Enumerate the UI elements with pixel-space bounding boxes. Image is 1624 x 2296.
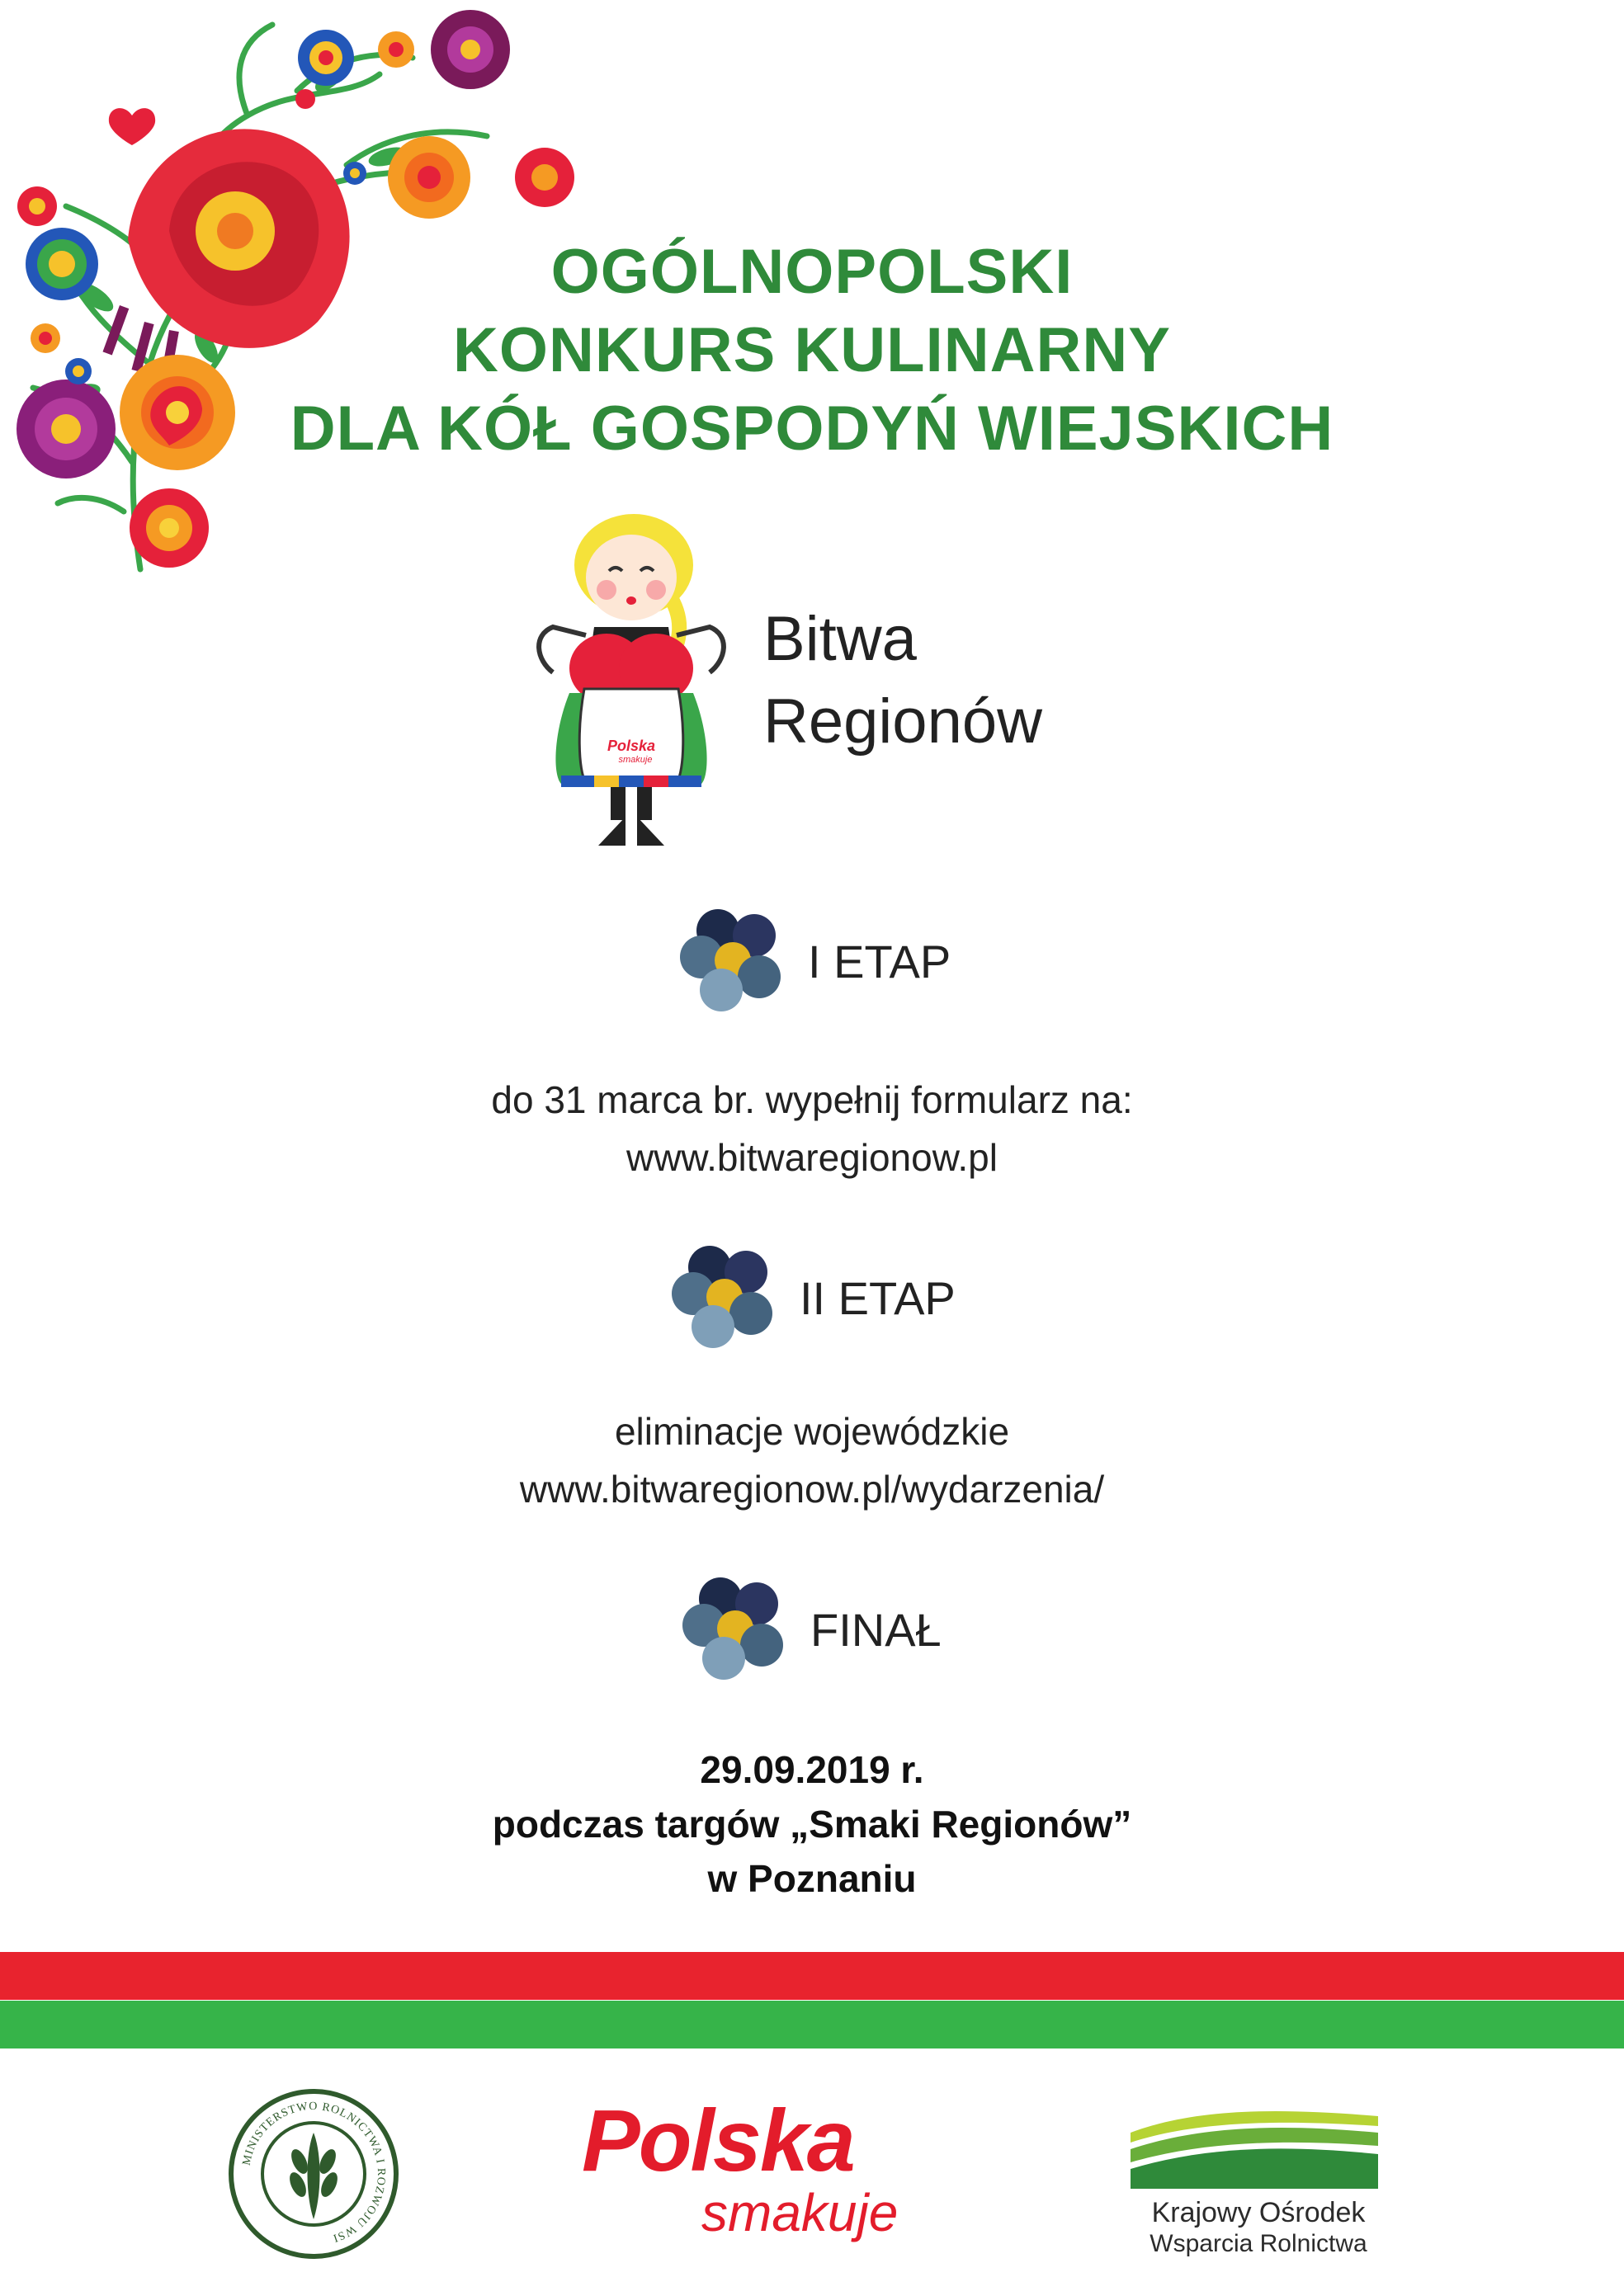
mascot-apron-text: Polska bbox=[607, 738, 656, 754]
stage-2-description bbox=[0, 1403, 1624, 1518]
poster-title bbox=[0, 233, 1624, 468]
mascot-apron-subtext: smakuje bbox=[618, 755, 653, 765]
polska-logo-line-1: Polska bbox=[582, 2092, 854, 2190]
title-line-1: OGÓLNOPOLSKI bbox=[550, 237, 1074, 307]
final-description bbox=[0, 1742, 1624, 1906]
flower-dots-icon bbox=[678, 908, 781, 1015]
final-label: FINAŁ bbox=[810, 1603, 942, 1656]
polska-smakuje-logo bbox=[582, 2091, 928, 2256]
stage-1-link[interactable]: www.bitwaregionow.pl bbox=[626, 1136, 998, 1179]
stage-2-heading bbox=[670, 1244, 956, 1351]
stage-1-label: I ETAP bbox=[808, 935, 951, 988]
red-stripe bbox=[0, 1952, 1624, 2000]
final-date: 29.09.2019 r. bbox=[700, 1748, 924, 1791]
stage-2-label: II ETAP bbox=[800, 1271, 956, 1324]
stage-1-heading bbox=[678, 908, 951, 1015]
flower-dots-icon bbox=[670, 1244, 773, 1351]
kowr-waves-icon bbox=[1131, 2100, 1386, 2190]
stage-2-link[interactable]: www.bitwaregionow.pl/wydarzenia/ bbox=[519, 1468, 1105, 1511]
brand-line-2: Regionów bbox=[763, 686, 1042, 757]
brand-wordmark bbox=[763, 598, 1042, 763]
polska-logo-line-2: smakuje bbox=[701, 2183, 899, 2242]
stage-1-description bbox=[0, 1071, 1624, 1186]
final-location: w Poznaniu bbox=[707, 1857, 917, 1900]
green-stripe bbox=[0, 2001, 1624, 2048]
ministry-seal-text: MINISTERSTWO ROLNICTWA I ROZWOJU WSI bbox=[240, 2100, 388, 2245]
stage-2-line-1: eliminacje wojewódzkie bbox=[614, 1410, 1010, 1453]
kowr-logo bbox=[1122, 2100, 1395, 2257]
title-line-3: DLA KÓŁ GOSPODYŃ WIEJSKICH bbox=[290, 394, 1334, 464]
brand-line-1: Bitwa bbox=[763, 604, 917, 674]
stage-1-line-1: do 31 marca br. wypełnij formularz na: bbox=[491, 1078, 1133, 1121]
final-heading bbox=[681, 1576, 942, 1683]
title-line-2: KONKURS KULINARNY bbox=[453, 315, 1171, 385]
kowr-line-2: Wsparcia Rolnictwa bbox=[1150, 2230, 1367, 2257]
ministry-seal-icon bbox=[227, 2087, 400, 2261]
final-event: podczas targów „Smaki Regionów” bbox=[492, 1803, 1132, 1846]
flower-dots-icon bbox=[681, 1576, 784, 1683]
kowr-line-1: Krajowy Ośrodek bbox=[1151, 2197, 1366, 2228]
folk-girl-mascot-icon bbox=[520, 512, 743, 850]
